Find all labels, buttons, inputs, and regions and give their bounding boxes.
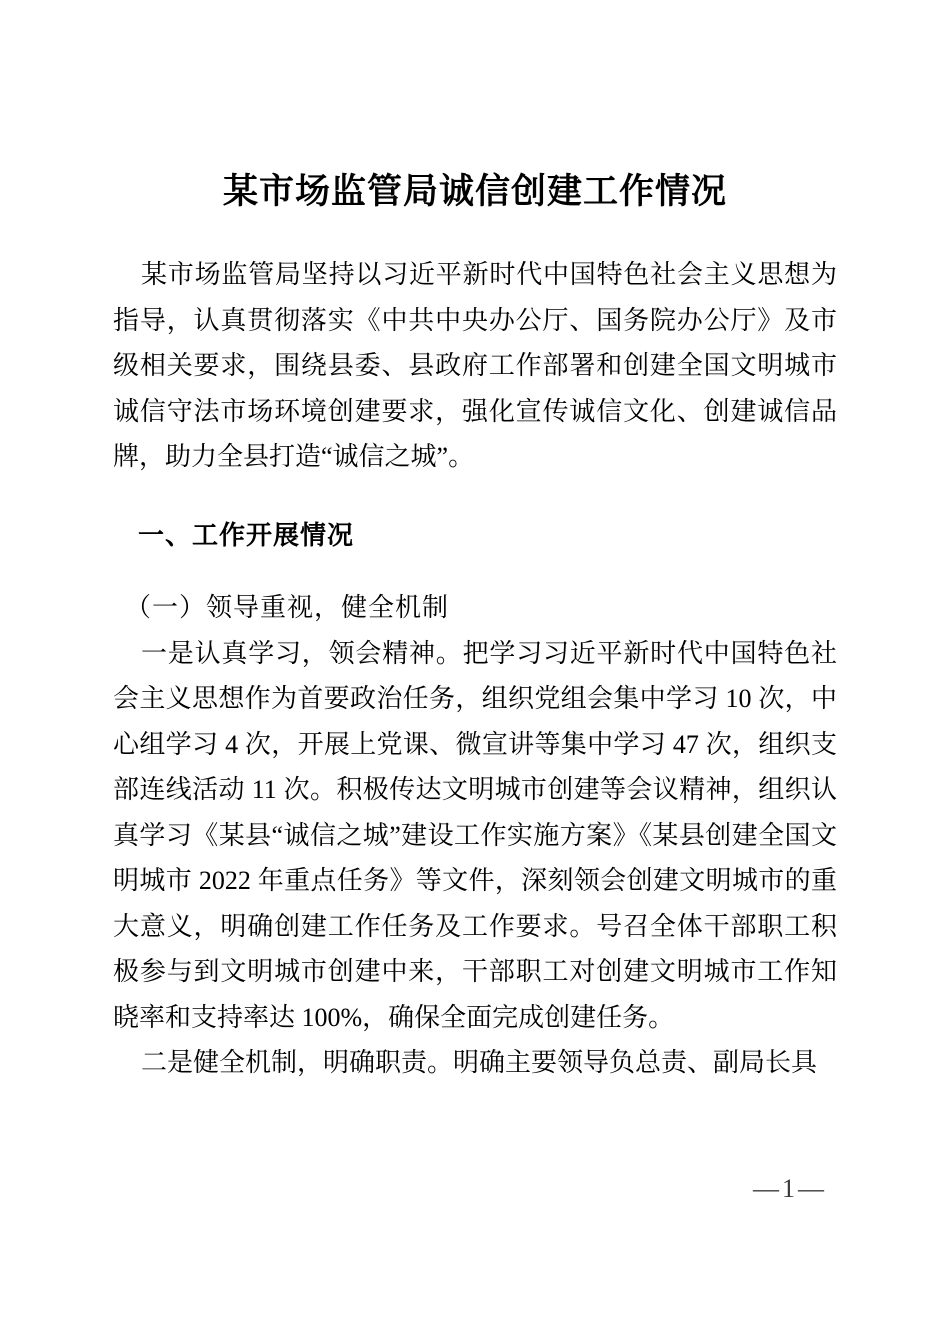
body-paragraph-2 <box>113 1040 837 1086</box>
intro-paragraph: 某市场监管局坚持以习近平新时代中国特色社会主义思想为指导，认真贯彻落实《中共中央办公厅、国务院办公厅》及市级相关要求，围绕县委、县政府工作部署和创建全国文明城市诚信守法市场环境创建要求，强化宣传诚信文化、创建诚信品牌，助力全县打造“诚信之城”。 <box>113 260 837 471</box>
paragraph-body: 明确主要领导负总责、副局长具 <box>453 1048 818 1077</box>
document-content <box>113 168 837 1086</box>
page-number: —1— <box>753 1174 827 1203</box>
subsection-heading-1-1: （一）领导重视，健全机制 <box>125 593 450 622</box>
paragraph-lead: 一是认真学习，领会精神。 <box>141 638 463 668</box>
document-title: 某市场监管局诚信创建工作情况 <box>222 172 727 211</box>
section-heading-1: 一、工作开展情况 <box>138 519 355 550</box>
paragraph-body: 把学习习近平新时代中国特色社会主义思想作为首要政治任务，组织党组会集中学习 10 次，中心组学习 4 次，开展上党课、微宣讲等集中学习 47 次，组织支部连线活动 11 次。积极传达文明城市创建等会议精神，组织认真学习《某县“诚信之城”建设工作实施方案》《某县创建全国文明城市 2022 年重点任务》等文件，深刻领会创建文明城市的重大意义，明确创建工作任务及工作要求。号召全体干部职工积极参与到文明城市创建中来，干部职工对创建文明城市工作知晓率和支持率达 100%，确保全面完成创建任务。 <box>113 638 837 1032</box>
body-paragraph-1 <box>113 631 837 1041</box>
paragraph-lead: 二是健全机制，明确职责。 <box>141 1048 454 1077</box>
